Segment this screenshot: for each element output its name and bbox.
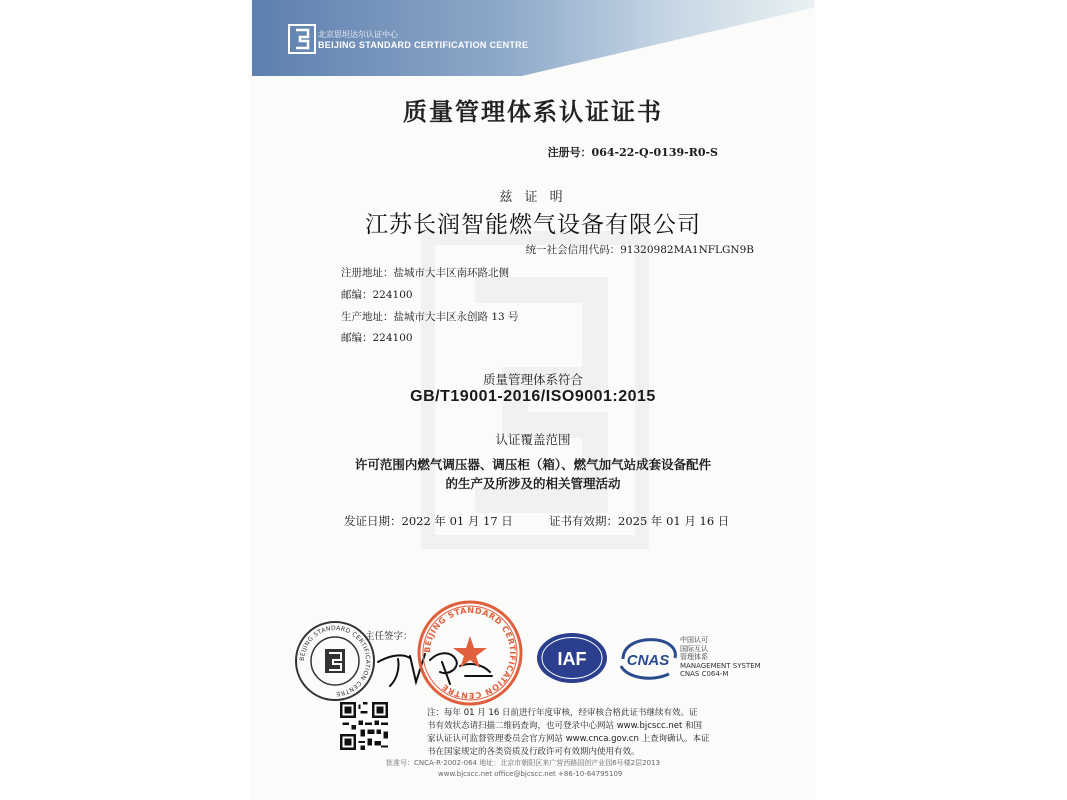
issue-date: 发证日期：2022 年 01 月 17 日: [344, 514, 513, 528]
scope-heading: 认证覆盖范围: [495, 432, 571, 447]
scope-line-2: 的生产及所涉及的相关管理活动: [445, 476, 621, 491]
footer-approval-address: 批准号：CNCA-R-2002-064 地址：北京市朝阳区来广营西路国创产业园6号楼2层2013: [386, 759, 660, 767]
note-line-3: 家认证认可监督管理委员会官方网站 www.cnca.gov.cn 上查询确认。本证: [427, 734, 710, 744]
scope-line-1: 许可范围内燃气调压器、调压柜（箱）、燃气加气站成套设备配件: [354, 457, 712, 472]
company-name: 江苏长润智能燃气设备有限公司: [365, 212, 701, 238]
signature-label: 主任签字：: [365, 631, 413, 642]
cnas-logo-icon: [617, 636, 679, 682]
iaf-logo-icon: [536, 632, 608, 684]
conformity-label: 质量管理体系符合: [482, 372, 583, 387]
header-org-en: BEIJING STANDARD CERTIFICATION CENTRE: [318, 40, 529, 50]
registered-postcode: 邮编：224100: [341, 289, 413, 301]
note-line-4: 书在国家规定的各类资质及行政许可有效期内使用有效。: [427, 747, 640, 757]
note-line-1: 注：每年 01 月 16 日前进行年度审核，经审核合格此证书继续有效。证: [427, 708, 698, 718]
bscc-logo-icon: [288, 24, 316, 54]
cnas-text: 中国认可 国际互认 管理体系 MANAGEMENT SYSTEM CNAS C064-M: [680, 636, 761, 679]
qr-code-icon: [340, 702, 388, 750]
credit-code: 统一社会信用代码：91320982MA1NFLGN9B: [525, 244, 754, 256]
footer-contact: www.bjcscc.net office@bjcscc.net +86-10-64795109: [438, 770, 623, 778]
svg-text:BEIJING STANDARD CERTIFICATION: BEIJING STANDARD CERTIFICATION CENTRE: [298, 624, 372, 698]
production-address: 生产地址：盐城市大丰区永创路 13 号: [341, 311, 519, 323]
svg-text:BEIJING STANDARD CERTIFICATION: BEIJING STANDARD CERTIFICATION CENTRE: [422, 605, 518, 701]
note-line-2: 书有效状态请扫描二维码查询，也可登录中心网站 www.bjcscc.net 和国: [427, 721, 703, 731]
svg-text:CNAS: CNAS: [626, 652, 670, 669]
registration-number: 注册号：064-22-Q-0139-R0-S: [547, 146, 718, 159]
svg-text:IAF: IAF: [557, 649, 587, 669]
registered-address: 注册地址：盐城市大丰区南环路北侧: [341, 267, 509, 279]
production-postcode: 邮编：224100: [341, 332, 413, 344]
standard-number: GB/T19001-2016/ISO9001:2015: [410, 388, 656, 405]
expiry-date: 证书有效期：2025 年 01 月 16 日: [549, 514, 730, 528]
certificate: [252, 0, 814, 800]
header-org-cn: 北京思坦达尔认证中心: [318, 30, 398, 39]
bscc-round-seal-icon: [294, 620, 376, 702]
certificate-title: 质量管理体系认证证书: [403, 97, 663, 126]
red-certification-seal-icon: [415, 598, 525, 708]
certify-text: 兹 证 明: [499, 190, 567, 205]
